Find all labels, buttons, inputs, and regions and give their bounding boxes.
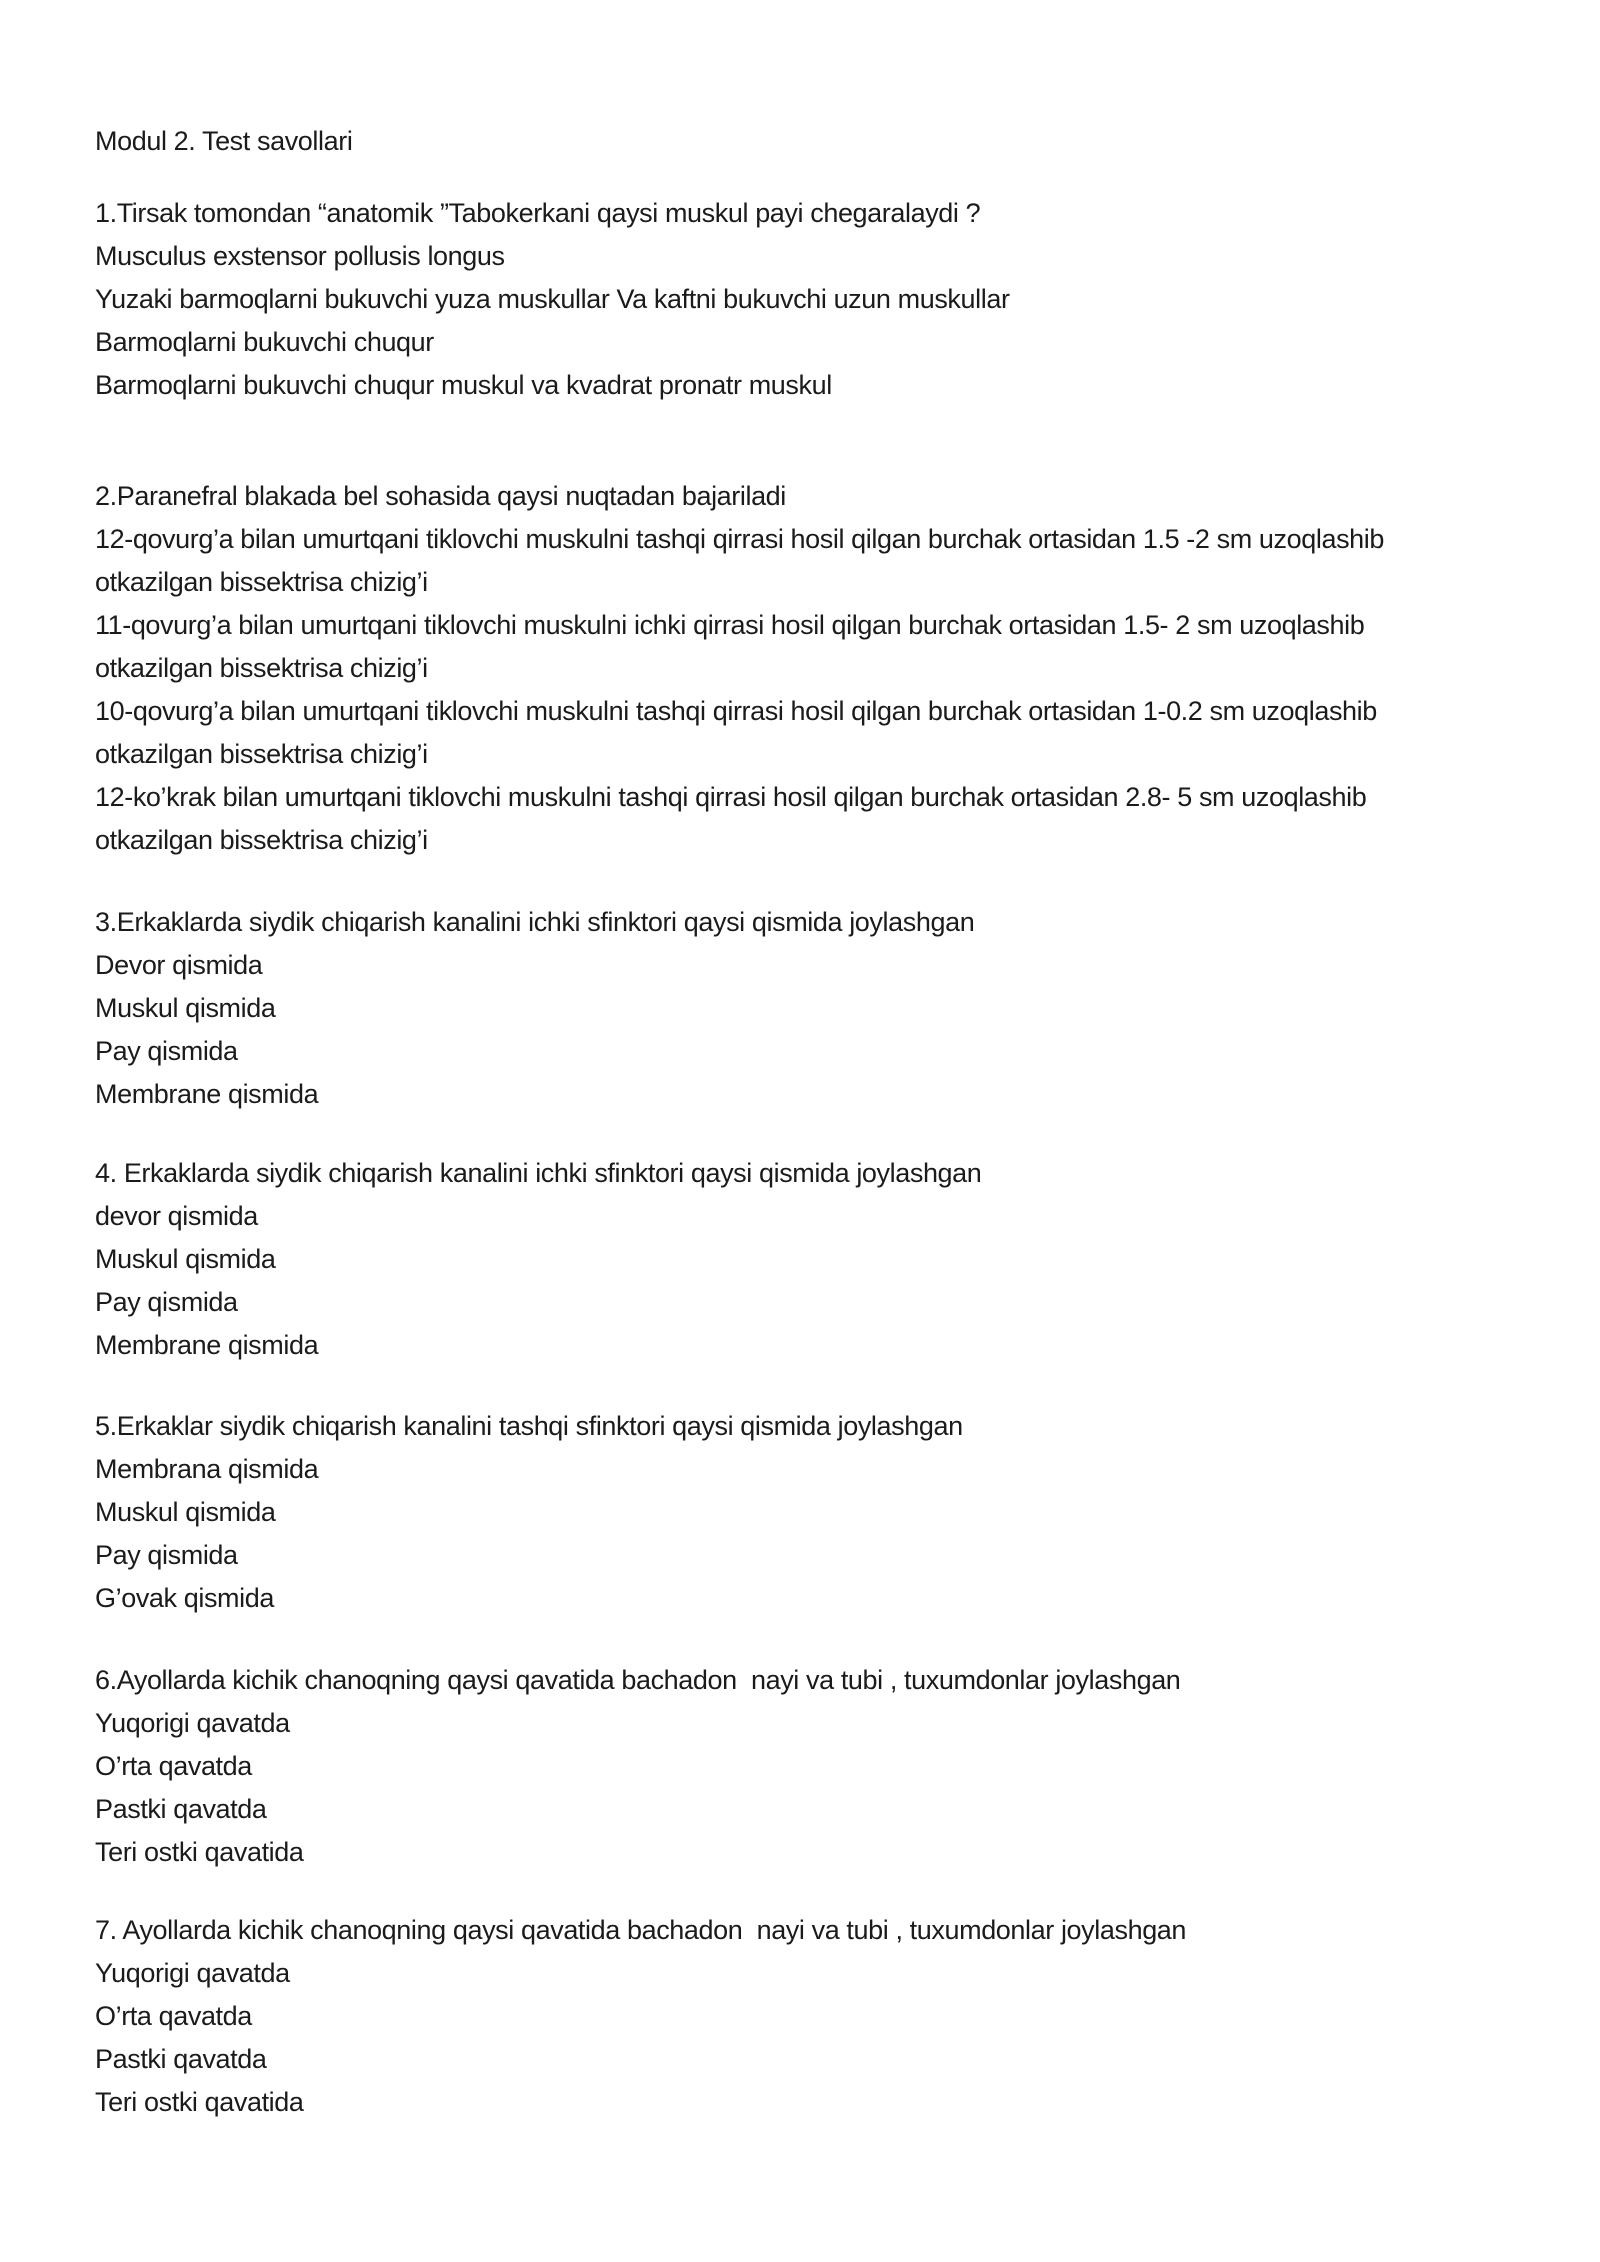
answer-option: O’rta qavatda	[95, 2001, 252, 2031]
question-block-5	[95, 1405, 1505, 1620]
answer-option: Membrane qismida	[95, 1079, 319, 1109]
answer-option: Pay qismida	[95, 1287, 238, 1317]
question-text: 6.Ayollarda kichik chanoqning qaysi qavatida bachadon nayi va tubi , tuxumdonlar joylashgan	[95, 1665, 1181, 1695]
answer-option: Musculus exstensor pollusis longus	[95, 241, 505, 271]
answer-option: Barmoqlarni bukuvchi chuqur muskul va kvadrat pronatr muskul	[95, 370, 832, 400]
answer-option: Yuzaki barmoqlarni bukuvchi yuza muskullar Va kaftni bukuvchi uzun muskullar	[95, 284, 1010, 314]
answer-option: Pay qismida	[95, 1036, 238, 1066]
answer-option: devor qismida	[95, 1201, 258, 1231]
answer-option: Membrane qismida	[95, 1330, 319, 1360]
answer-option-continuation: otkazilgan bissektrisa chizig’i	[95, 739, 428, 769]
answer-option: Muskul qismida	[95, 1244, 276, 1274]
answer-option: Barmoqlarni bukuvchi chuqur	[95, 327, 434, 357]
question-text: 7. Ayollarda kichik chanoqning qaysi qavatida bachadon nayi va tubi , tuxumdonlar joylashgan	[95, 1915, 1187, 1945]
question-block-4	[95, 1152, 1505, 1367]
question-block-3	[95, 901, 1505, 1116]
answer-option-continuation: otkazilgan bissektrisa chizig’i	[95, 653, 428, 683]
answer-option-continuation: otkazilgan bissektrisa chizig’i	[95, 825, 428, 855]
answer-option: Pastki qavatda	[95, 2044, 267, 2074]
answer-option-continuation: otkazilgan bissektrisa chizig’i	[95, 567, 428, 597]
question-text: 1.Tirsak tomondan “anatomik ”Tabokerkani qaysi muskul payi chegaralaydi ?	[95, 198, 981, 228]
question-text: 2.Paranefral blakada bel sohasida qaysi nuqtadan bajariladi	[95, 481, 786, 511]
answer-option: 12-qovurg’a bilan umurtqani tiklovchi muskulni tashqi qirrasi hosil qilgan burchak ortasidan 1.5 -2 sm uzoqlashib	[95, 524, 1384, 554]
answer-option: Pastki qavatda	[95, 1794, 267, 1824]
answer-option: 10-qovurg’a bilan umurtqani tiklovchi muskulni tashqi qirrasi hosil qilgan burchak ortasidan 1-0.2 sm uzoqlashib	[95, 696, 1377, 726]
answer-option: Pay qismida	[95, 1540, 238, 1570]
answer-option: Membrana qismida	[95, 1454, 319, 1484]
answer-option: G’ovak qismida	[95, 1583, 274, 1613]
question-text: 3.Erkaklarda siydik chiqarish kanalini ichki sfinktori qaysi qismida joylashgan	[95, 907, 975, 937]
answer-option: O’rta qavatda	[95, 1751, 252, 1781]
question-text: 5.Erkaklar siydik chiqarish kanalini tashqi sfinktori qaysi qismida joylashgan	[95, 1411, 963, 1441]
answer-option: 11-qovurg’a bilan umurtqani tiklovchi muskulni ichki qirrasi hosil qilgan burchak ortasidan 1.5- 2 sm uzoqlashib	[95, 610, 1365, 640]
answer-option: Yuqorigi qavatda	[95, 1708, 290, 1738]
answer-option: Teri ostki qavatida	[95, 1837, 304, 1867]
question-block-2	[95, 475, 1505, 862]
question-block-1	[95, 192, 1505, 407]
answer-option: Yuqorigi qavatda	[95, 1958, 290, 1988]
answer-option: Devor qismida	[95, 950, 263, 980]
answer-option: Muskul qismida	[95, 993, 276, 1023]
question-block-6	[95, 1659, 1505, 1874]
answer-option: Teri ostki qavatida	[95, 2087, 304, 2117]
question-block-7	[95, 1909, 1505, 2124]
document-title: Modul 2. Test savollari	[95, 126, 353, 156]
question-text: 4. Erkaklarda siydik chiqarish kanalini ichki sfinktori qaysi qismida joylashgan	[95, 1158, 982, 1188]
answer-option: Muskul qismida	[95, 1497, 276, 1527]
answer-option: 12-ko’krak bilan umurtqani tiklovchi muskulni tashqi qirrasi hosil qilgan burchak ortasidan 2.8- 5 sm uzoqlashib	[95, 782, 1367, 812]
